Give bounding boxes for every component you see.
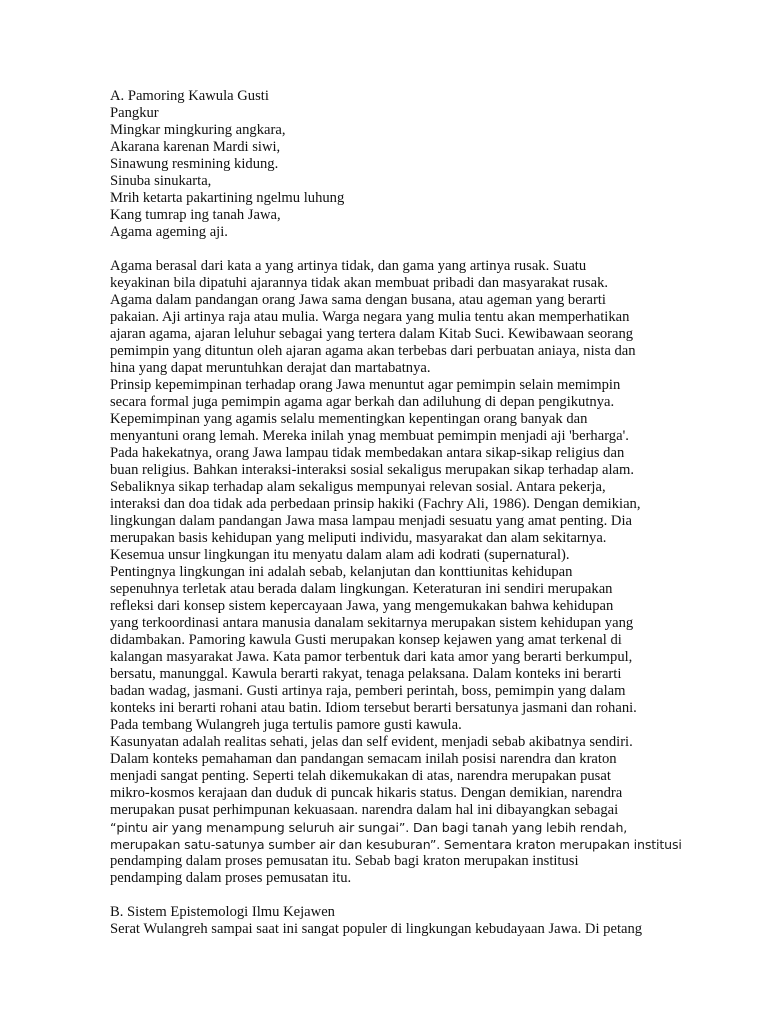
- text-line: secara formal juga pemimpin agama agar berkah dan adiluhung di depan pengikutnya.: [110, 394, 615, 410]
- text-line: Agama berasal dari kata a yang artinya tidak, dan gama yang artinya rusak. Suatu: [110, 258, 587, 274]
- text-line: didambakan. Pamoring kawula Gusti merupakan konsep kejawen yang amat terkenal di: [110, 632, 622, 648]
- text-line: buan religius. Bahkan interaksi-interaksi sosial sekaligus merupakan sikap terhadap alam.: [110, 462, 635, 478]
- text-line: Sebaliknya sikap terhadap alam sekaligus mempunyai relevan sosial. Antara pekerja,: [110, 479, 606, 495]
- text-line: kalangan masyarakat Jawa. Kata pamor terbentuk dari kata amor yang berarti berkumpul,: [110, 649, 633, 665]
- text-line: Kasunyatan adalah realitas sehati, jelas dan self evident, menjadi sebab akibatnya sendiri.: [110, 734, 633, 750]
- text-line: menyantuni orang lemah. Mereka inilah ynag membuat pemimpin menjadi aji 'berharga'.: [110, 428, 629, 444]
- text-line: keyakinan bila dipatuhi ajarannya tidak akan membuat pribadi dan masyarakat rusak.: [110, 275, 609, 291]
- paragraph-gap: [110, 241, 690, 258]
- text-line: yang terkoordinasi antara manusia danalam sekitarnya merupakan sistem kehidupan yang: [110, 615, 634, 631]
- section-a-body: [110, 258, 690, 819]
- text-line: pendamping dalam proses pemusatan itu.: [110, 870, 352, 886]
- poem-line: Mrih ketarta pakartining ngelmu luhung: [110, 190, 345, 206]
- section-gap: [110, 887, 690, 904]
- text-line: Dalam konteks pemahaman dan pandangan semacam inilah posisi narendra dan kraton: [110, 751, 617, 767]
- text-line: merupakan pusat perhimpunan kekuasaan. narendra dalam hal ini dibayangkan sebagai: [110, 802, 619, 818]
- text-line: merupakan basis kehidupan yang meliputi individu, masyarakat dan alam sekitarnya.: [110, 530, 607, 546]
- section-b-heading: B. Sistem Epistemologi Ilmu Kejawen: [110, 904, 335, 920]
- text-line: badan wadag, jasmani. Gusti artinya raja, pemberi perintah, boss, pemimpin yang dalam: [110, 683, 626, 699]
- poem-line: Sinuba sinukarta,: [110, 173, 212, 189]
- text-line: pendamping dalam proses pemusatan itu. Sebab bagi kraton merupakan institusi: [110, 853, 579, 869]
- poem-line: Akarana karenan Mardi siwi,: [110, 139, 281, 155]
- text-line: ajaran agama, ajaran leluhur sebagai yang tertera dalam Kitab Suci. Kewibawaan seorang: [110, 326, 634, 342]
- text-line: interaksi dan doa tidak ada perbedaan prinsip hakiki (Fachry Ali, 1986). Dengan demikian,: [110, 496, 641, 512]
- text-line: Kesemua unsur lingkungan itu menyatu dalam alam adi kodrati (supernatural).: [110, 547, 570, 563]
- text-line: Kepemimpinan yang agamis selalu mementingkan kepentingan orang banyak dan: [110, 411, 588, 427]
- text-line: Serat Wulangreh sampai saat ini sangat populer di lingkungan kebudayaan Jawa. Di petang: [110, 921, 643, 937]
- poem-line: Mingkar mingkuring angkara,: [110, 122, 286, 138]
- text-line: konteks ini berarti rohani atau batin. Idiom tersebut berarti bersatunya jasmani dan rohani.: [110, 700, 637, 716]
- text-line: Pada tembang Wulangreh juga tertulis pamore gusti kawula.: [110, 717, 462, 733]
- poem-line: Sinawung resmining kidung.: [110, 156, 279, 172]
- poem-line: Agama ageming aji.: [110, 224, 228, 240]
- poem-line: Pangkur: [110, 105, 159, 121]
- text-line: Pada hakekatnya, orang Jawa lampau tidak membedakan antara sikap-sikap religius dan: [110, 445, 625, 461]
- document-page: [110, 88, 690, 938]
- poem-line: Kang tumrap ing tanah Jawa,: [110, 207, 281, 223]
- text-line: Agama dalam pandangan orang Jawa sama dengan busana, atau ageman yang berarti: [110, 292, 606, 308]
- text-line: sepenuhnya terletak atau berada dalam lingkungan. Keteraturan ini sendiri merupakan: [110, 581, 613, 597]
- poem-stanza: [110, 105, 690, 241]
- text-line: mikro-kosmos kerajaan dan duduk di puncak hikaris status. Dengan demikian, narendra: [110, 785, 623, 801]
- quote-line: “pintu air yang menampung seluruh air sungai”. Dan bagi tanah yang lebih rendah,: [110, 820, 628, 835]
- text-line: pakaian. Aji artinya raja atau mulia. Warga negara yang mulia tentu akan memperhatikan: [110, 309, 630, 325]
- quote-line: merupakan satu-satunya sumber air dan kesuburan”. Sementara kraton merupakan institusi: [110, 837, 682, 852]
- text-line: pemimpin yang dituntun oleh ajaran agama akan terbebas dari perbuatan aniaya, nista dan: [110, 343, 636, 359]
- section-a-quote: [110, 819, 690, 853]
- text-line: Prinsip kepemimpinan terhadap orang Jawa menuntut agar pemimpin selain memimpin: [110, 377, 621, 393]
- section-a-heading: A. Pamoring Kawula Gusti: [110, 88, 269, 104]
- text-line: refleksi dari konsep sistem kepercayaan Jawa, yang mengemukakan bahwa kehidupan: [110, 598, 614, 614]
- text-line: hina yang dapat meruntuhkan derajat dan martabatnya.: [110, 360, 431, 376]
- text-line: bersatu, manunggal. Kawula berarti rakyat, tenaga pelaksana. Dalam konteks ini berarti: [110, 666, 622, 682]
- section-b-body: [110, 921, 690, 938]
- text-line: lingkungan dalam pandangan Jawa masa lampau menjadi sesuatu yang amat penting. Dia: [110, 513, 632, 529]
- section-a-closing: [110, 853, 690, 887]
- text-line: menjadi sangat penting. Seperti telah dikemukakan di atas, narendra merupakan pusat: [110, 768, 611, 784]
- text-line: Pentingnya lingkungan ini adalah sebab, kelanjutan dan konttiunitas kehidupan: [110, 564, 573, 580]
